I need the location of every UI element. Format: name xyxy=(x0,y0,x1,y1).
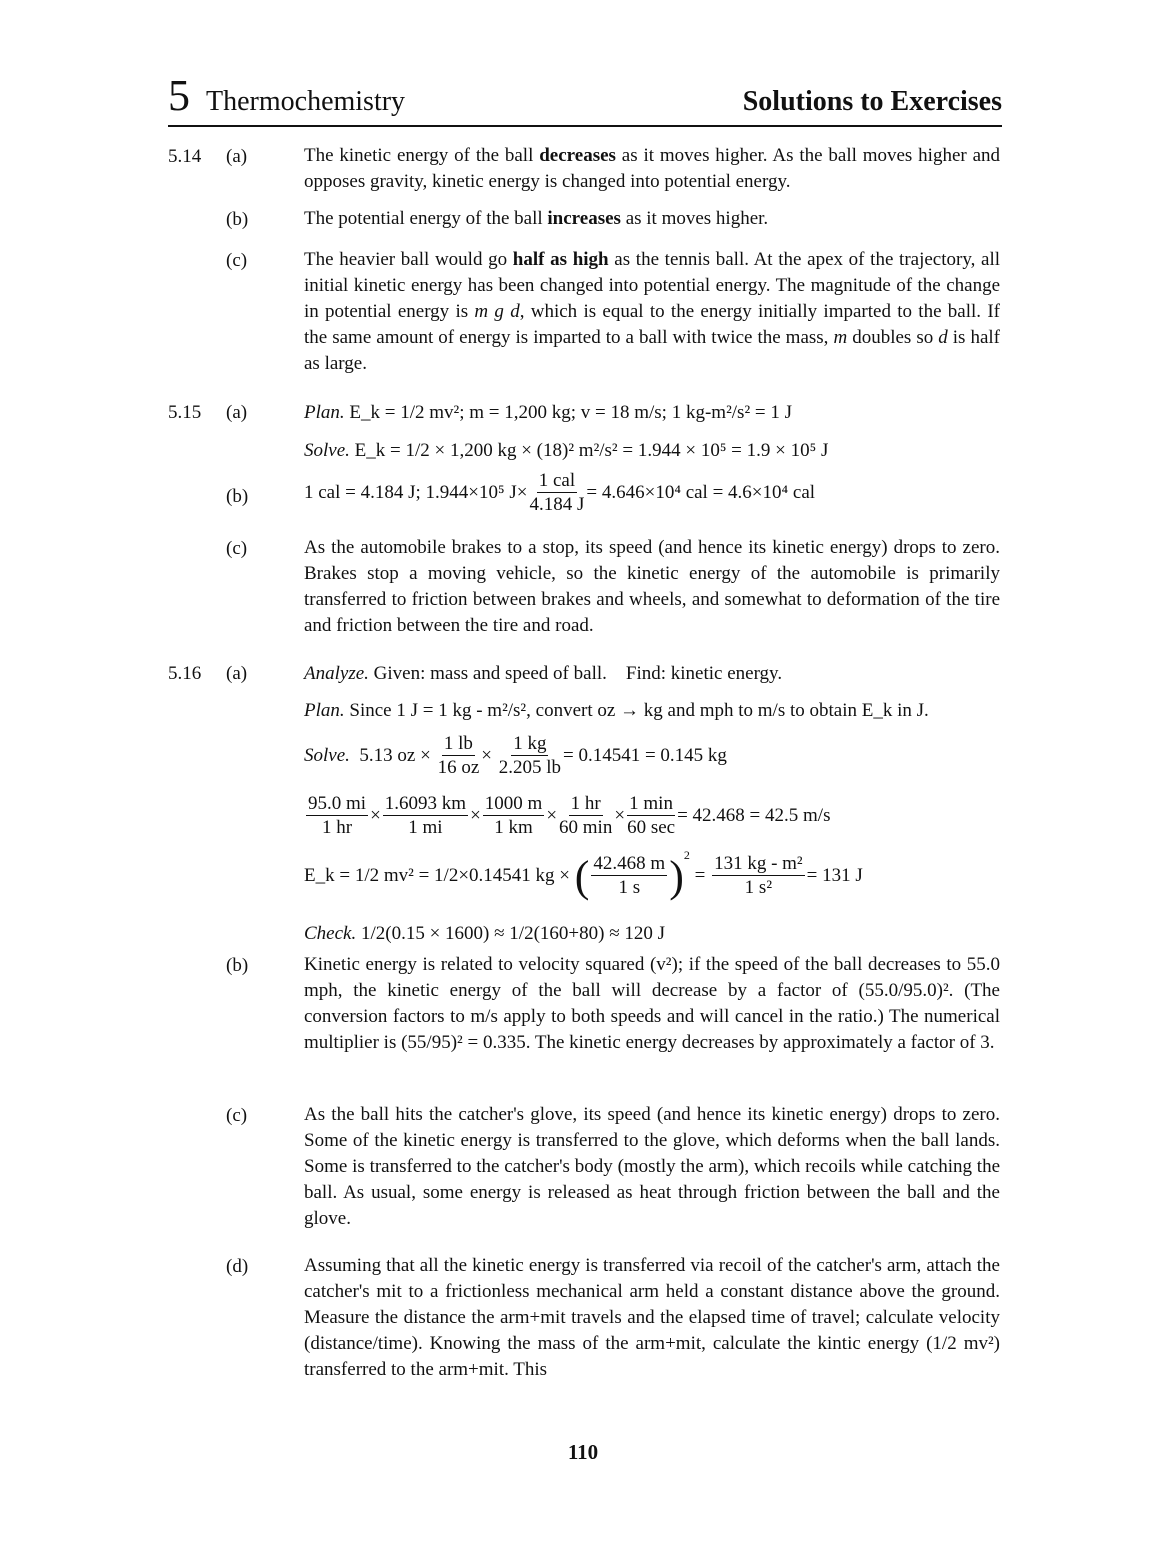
exercise-5-15-c: As the automobile brakes to a stop, its speed (and hence its kinetic energy) drops to zero. Brakes stop a moving vehicle, so the kinetic energy of the automobile is primarily transferred to friction between brakes and wheels, and somewhat to deformation of the tire and friction between the tire and road. xyxy=(304,537,1000,636)
numerator: 1 kg xyxy=(513,733,547,754)
numerator: 42.468 m xyxy=(593,853,666,875)
denominator: 2.205 lb xyxy=(498,757,561,778)
numerator: 1 hr xyxy=(570,793,601,814)
numerator: 1000 m xyxy=(484,793,543,814)
text: The potential energy of the ball xyxy=(304,208,548,229)
equation: E_k = 1/2 × 1,200 kg × (18)² m²/s² = 1.944 × 10⁵ = 1.9 × 10⁵ J xyxy=(354,440,829,461)
exercise-5-16-d: Assuming that all the kinetic energy is transferred via recoil of the catcher's arm, attach the catcher's mit to a frictionless mechanical arm held a constant distance above the ground. Measure the distance the arm+mit travels and the elapsed time of travel; calculate velocity (distance/time). Knowing the mass of the arm+mit, calculate the kintic energy (1/2 mv²) transferred to the arm+mit. This xyxy=(304,1255,1000,1380)
fraction xyxy=(499,733,561,780)
solve-line xyxy=(304,440,828,462)
equation: 5.13 oz × xyxy=(359,744,431,766)
plan-label: Plan. xyxy=(304,402,345,423)
variable: d xyxy=(938,327,948,348)
part-label: (d) xyxy=(226,1256,249,1277)
text: The kinetic energy of the ball xyxy=(304,145,540,166)
denominator: 1 s² xyxy=(744,877,773,899)
chapter-number: 5 xyxy=(168,71,190,120)
text: as the tennis ball. At the apex of the trajectory, all initial kinetic energy has been changed into potential energy. The magnitude of the change in potential energy is xyxy=(304,249,1001,322)
equation: 1 cal = 4.184 J; 1.944×10⁵ J× xyxy=(304,481,528,503)
fraction xyxy=(483,793,545,840)
exercise-number: 5.16 xyxy=(168,663,202,684)
part-label: (b) xyxy=(226,955,249,976)
part-label: (c) xyxy=(226,250,248,271)
equation: E_k = 1/2 mv² = 1/2×0.14541 kg × xyxy=(304,865,570,886)
fraction xyxy=(559,793,612,840)
conversion-line: $\frac{95.0 mi}{1 hr}$ × $\frac{1.6093 km}{1 mi}$ × $\frac{1000 m}{1 km}$ × $\frac{1 hr}{60 \min}$ × $\frac{1 \min}{60 \sec}$ = 42.468 = 42.5 m/s xyxy=(308,793,831,838)
text: Since 1 J = 1 kg - m²/s², convert oz → kg and mph to m/s to obtain E_k in J. xyxy=(344,700,929,721)
exercise-5-14-a xyxy=(304,143,1000,195)
text: , which is equal to the energy initially imparted to the ball. If the same amount of energy is imparted to a ball with twice the mass, xyxy=(304,301,1000,348)
emphasis: half as high xyxy=(512,249,609,270)
equals: = xyxy=(694,865,706,886)
check-label: Check. xyxy=(304,923,357,944)
numerator: 95.0 mi xyxy=(308,793,367,814)
part-label: (b) xyxy=(226,486,249,507)
text: is half as large. xyxy=(304,327,1000,374)
plan-line xyxy=(304,700,929,722)
exercise-5-16-b: Kinetic energy is related to velocity squared (v²); if the speed of the ball decreases to 55.0 mph, the kinetic energy of the ball will decrease by a factor of (55.0/95.0)². (The conversion factors to m/s apply to both speeds and will cancel in the ratio.) The numerical multiplier is (55/95)² = 0.335. The kinetic energy decreases by approximately a factor of 3. xyxy=(304,954,1000,1053)
fraction xyxy=(383,793,468,840)
header-rule xyxy=(168,125,1002,127)
plan-line xyxy=(304,402,792,424)
page-number: 110 xyxy=(567,1440,599,1464)
chapter-title: Thermochemistry xyxy=(206,86,406,117)
denominator: 1 km xyxy=(494,817,533,838)
part-label: (a) xyxy=(226,402,248,423)
equation: 1/2(0.15 × 1600) ≈ 1/2(160+80) ≈ 120 J xyxy=(356,923,666,944)
emphasis: increases xyxy=(547,208,621,229)
part-label: (c) xyxy=(226,1105,248,1126)
kinetic-energy-line: E_k = 1/2 mv² = 1/2×0.14541 kg × ( $\frac{42.468 m}{1 s}$ )$^2$ = $\frac{\text{131 kg - m²}}{\text{1 s²}}$ = 131 J xyxy=(304,848,863,902)
section-title: Solutions to Exercises xyxy=(742,86,1002,117)
equation: = 4.646×10⁴ cal = 4.6×10⁴ cal xyxy=(586,481,816,503)
part-label: (a) xyxy=(226,663,248,684)
denominator: 60 min xyxy=(559,817,613,838)
denominator: 1 s xyxy=(618,877,641,899)
analyze-line xyxy=(304,663,782,685)
denominator: 16 oz xyxy=(437,757,480,778)
equation: = 42.468 = 42.5 m/s xyxy=(677,804,831,826)
equation-line xyxy=(304,470,815,517)
fraction xyxy=(712,853,805,900)
denominator: 4.184 J xyxy=(529,494,585,515)
numerator: 1.6093 km xyxy=(384,793,467,814)
exercise-number: 5.14 xyxy=(168,146,202,167)
text: as it moves higher. xyxy=(620,208,769,229)
variable: m xyxy=(833,327,848,348)
part-label: (a) xyxy=(226,146,248,167)
numerator: 1 lb xyxy=(443,733,473,754)
exercise-number: 5.15 xyxy=(168,402,202,423)
fraction xyxy=(529,470,584,517)
text: Given: mass and speed of ball. Find: kinetic energy. xyxy=(368,663,783,684)
exercise-5-14-c xyxy=(304,247,1000,377)
numerator: 1 cal xyxy=(538,470,576,491)
numerator: 131 kg - m² xyxy=(714,853,803,875)
equation: E_k = 1/2 mv²; m = 1,200 kg; v = 18 m/s; 1 kg-m²/s² = 1 J xyxy=(349,402,792,423)
denominator: 1 mi xyxy=(408,817,443,838)
denominator: 60 sec xyxy=(627,817,676,838)
solve-label: Solve. xyxy=(304,440,350,461)
plan-label: Plan. xyxy=(304,700,345,721)
exercise-5-16-c: As the ball hits the catcher's glove, its speed (and hence its kinetic energy) drops to zero. Some of the kinetic energy is transferred to the glove, which deforms when the ball lands. Some is transferred to the catcher's body (mostly the arm), which recoils while catching the ball. As usual, some energy is released as heat through friction between the ball and the glove. xyxy=(304,1104,1000,1229)
emphasis: decreases xyxy=(539,145,616,166)
right-paren: ) xyxy=(669,852,684,902)
equation: = 131 J xyxy=(806,865,863,886)
part-label: (b) xyxy=(226,209,249,230)
variable: m g d xyxy=(474,301,520,322)
solve-label: Solve. xyxy=(304,744,350,766)
check-line xyxy=(304,923,665,945)
fraction xyxy=(591,853,667,900)
fraction xyxy=(306,793,368,840)
part-label: (c) xyxy=(226,538,248,559)
numerator: 1 min xyxy=(629,793,673,814)
denominator: 1 hr xyxy=(321,817,353,838)
left-paren: ( xyxy=(574,852,590,902)
analyze-label: Analyze. xyxy=(304,663,369,684)
equation: = 0.14541 = 0.145 kg xyxy=(563,744,727,766)
solve-line: Solve. 5.13 oz × $\frac{1 lb}{16 oz}$ × $\frac{1 kg}{2.205 lb}$ = 0.14541 = 0.145 kg xyxy=(304,733,727,778)
fraction xyxy=(627,793,675,840)
text: doubles so xyxy=(847,327,939,348)
fraction xyxy=(438,733,480,780)
text: as it moves higher. As the ball moves higher and opposes gravity, kinetic energy is changed into potential energy. xyxy=(304,145,1000,192)
exercise-5-14-b xyxy=(304,206,1000,232)
text: The heavier ball would go xyxy=(304,249,513,270)
